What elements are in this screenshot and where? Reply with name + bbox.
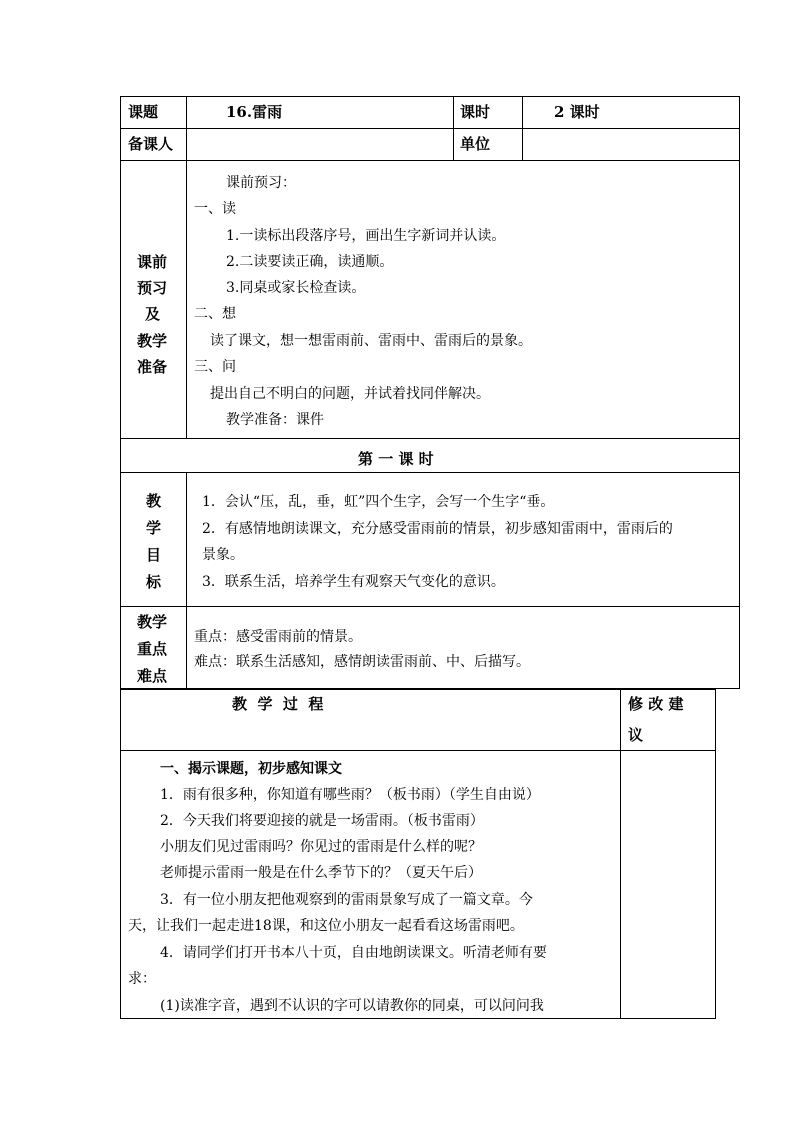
goals-label-line: 标 <box>146 573 162 591</box>
col-divider <box>522 96 523 160</box>
focus-label-line: 难点 <box>137 667 168 685</box>
row-divider <box>120 750 716 751</box>
prep-line: 提出自己不明白的问题，并试着找同伴解决。 <box>210 386 490 402</box>
section-title: 一、揭示课题，初步感知课文 <box>160 761 342 777</box>
prep-line: 三、问 <box>194 359 236 375</box>
topic-label: 课题 <box>128 103 159 121</box>
prep-line: 一、读 <box>194 201 236 217</box>
focus-label-line: 重点 <box>137 640 168 658</box>
col-divider <box>620 689 621 1019</box>
process-line: 小朋友们见过雷雨吗？你见过的雷雨是什么样的呢？ <box>160 839 482 855</box>
topic-value: 16.雷雨 <box>226 103 283 121</box>
goals-label-line: 目 <box>146 546 162 564</box>
goals-label-line: 学 <box>146 519 162 537</box>
process-header: 教 学 过 程 <box>232 695 324 713</box>
goal-line: 3．联系生活，培养学生有观察天气变化的意识。 <box>202 574 505 590</box>
prep-line: 2.二读要读正确，读通顺。 <box>226 254 394 270</box>
prep-label-line: 教学 <box>137 332 168 350</box>
prep-label-line: 课前 <box>137 253 168 271</box>
unit-label: 单位 <box>460 135 491 153</box>
process-line: 老师提示雷雨一般是在什么季节下的？（夏天午后） <box>160 865 482 881</box>
col-divider <box>186 96 187 160</box>
prep-label-line: 准备 <box>137 358 168 376</box>
goals-label-line: 教 <box>146 492 162 510</box>
focus-label-line: 教学 <box>137 613 168 631</box>
prep-line: 1.一读标出段落序号，画出生字新词并认读。 <box>226 228 506 244</box>
prep-label-line: 预习 <box>137 279 168 297</box>
goal-line: 2．有感情地朗读课文，充分感受雷雨前的情景，初步感知雷雨中，雷雨后的 <box>202 521 673 537</box>
lesson-title: 第 一 课 时 <box>358 450 434 468</box>
process-line: 2．今天我们将要迎接的就是一场雷雨。（板书雷雨） <box>160 813 484 829</box>
process-line: 求： <box>128 971 156 987</box>
prep-line: 课前预习： <box>226 175 296 191</box>
col-divider <box>186 472 187 689</box>
prep-line: 3.同桌或家长检查读。 <box>226 280 366 296</box>
suggest-header-cont: 议 <box>628 726 644 744</box>
process-line: 4．请同学们打开书本八十页，自由地朗读课文。听清老师有要 <box>160 945 547 961</box>
process-line: 1．雨有很多种，你知道有哪些雨？（板书雨）（学生自由说） <box>160 787 540 803</box>
period-value: 2 课时 <box>554 103 600 121</box>
prep-line: 二、想 <box>194 306 236 322</box>
focus-line: 重点：感受雷雨前的情景。 <box>194 629 362 645</box>
process-line: 3．有一位小朋友把他观察到的雷雨景象写成了一篇文章。今 <box>160 892 533 908</box>
prep-label-line: 及 <box>145 305 161 323</box>
suggest-header: 修 改 建 <box>628 695 684 713</box>
row-divider <box>120 472 740 473</box>
goal-line: 1．会认“压，乱，垂，虹”四个生字，会写一个生字“垂。 <box>202 494 555 510</box>
col-divider <box>186 160 187 438</box>
process-line: 天，让我们一起走进18课，和这位小朋友一起看看这场雷雨吧。 <box>128 918 524 934</box>
focus-line: 难点：联系生活感知，感情朗读雷雨前、中、后描写。 <box>194 654 530 670</box>
col-divider <box>453 96 454 160</box>
prep-line: 读了课文，想一想雷雨前、雷雨中、雷雨后的景象。 <box>210 333 532 349</box>
process-line: (1)读准字音，遇到不认识的字可以请教你的同桌，可以问问我 <box>160 998 544 1014</box>
row-divider <box>120 438 740 439</box>
row-divider <box>120 606 740 607</box>
preparer-label: 备课人 <box>128 135 174 153</box>
row-divider <box>120 160 740 161</box>
row-divider <box>120 128 740 129</box>
prep-line: 教学准备：课件 <box>226 412 324 428</box>
goal-line: 景象。 <box>202 547 244 563</box>
period-label: 课时 <box>460 103 491 121</box>
